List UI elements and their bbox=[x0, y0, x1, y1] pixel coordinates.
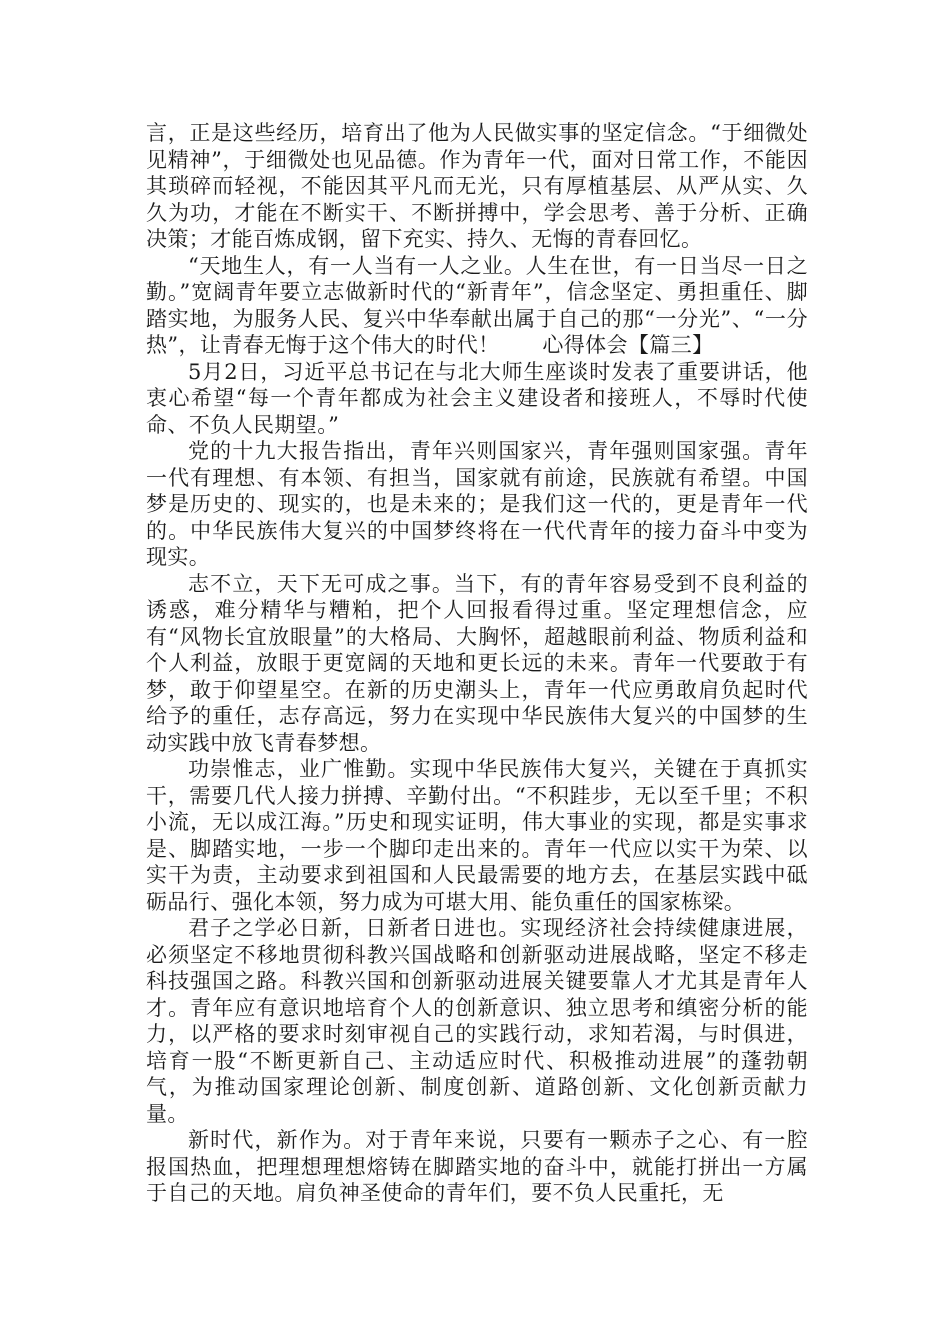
paragraph: “天地生人，有一人当有一人之业。人生在世，有一日当尽一日之勤。”宽阔青年要立志做新时代的“新青年”，信念坚定、勇担重任、脚踏实地，为服务人民、复兴中华奉献出属于自己的那“一分光”、“一分热”，让青春无悔于这个伟大的时代！ 心得体会【篇三】 bbox=[146, 253, 808, 357]
paragraph: 君子之学必日新，日新者日进也。实现经济社会持续健康进展，必须坚定不移地贯彻科教兴国战略和创新驱动进展战略，坚定不移走科技强国之路。科教兴国和创新驱动进展关键要靠人才尤其是青年人才。青年应有意识地培育个人的创新意识、独立思考和缜密分析的能力，以严格的要求时刻审视自己的实践行动，求知若渴，与时俱进，培育一股“不断更新自己、主动适应时代、积极推动进展”的蓬勃朝气，为推动国家理论创新、制度创新、道路创新、文化创新贡献力量。 bbox=[146, 916, 808, 1126]
paragraph: 功崇惟志，业广惟勤。实现中华民族伟大复兴，关键在于真抓实干，需要几代人接力拼搏、辛勤付出。“不积跬步，无以至千里；不积小流，无以成江海。”历史和现实证明，伟大事业的实现，都是实事求是、脚踏实地，一步一个脚印走出来的。青年一代应以实干为荣、以实干为责，主动要求到祖国和人民最需要的地方去，在基层实践中砥砺品行、强化本领，努力成为可堪大用、能负重任的国家栋梁。 bbox=[146, 757, 808, 914]
paragraph: 5月2日，习近平总书记在与北大师生座谈时发表了重要讲话，他衷心希望“每一个青年都成为社会主义建设者和接班人，不辱时代使命、不负人民期望。” bbox=[146, 359, 808, 437]
document-page bbox=[146, 120, 808, 1207]
paragraph: 党的十九大报告指出，青年兴则国家兴，青年强则国家强。青年一代有理想、有本领、有担当，国家就有前途，民族就有希望。中国梦是历史的、现实的，也是未来的；是我们这一代的，更是青年一代的。中华民族伟大复兴的中国梦终将在一代代青年的接力奋斗中变为现实。 bbox=[146, 439, 808, 569]
paragraph: 志不立，天下无可成之事。当下，有的青年容易受到不良利益的诱惑，难分精华与糟粕，把个人回报看得过重。坚定理想信念，应有“风物长宜放眼量”的大格局、大胸怀，超越眼前利益、物质利益和个人利益，放眼于更宽阔的天地和更长远的未来。青年一代要敢于有梦，敢于仰望星空。在新的历史潮头上，青年一代应勇敢肩负起时代给予的重任，志存高远，努力在实现中华民族伟大复兴的中国梦的生动实践中放飞青春梦想。 bbox=[146, 571, 808, 755]
paragraph: 新时代，新作为。对于青年来说，只要有一颗赤子之心、有一腔报国热血，把理想理想熔铸在脚踏实地的奋斗中，就能打拼出一方属于自己的天地。肩负神圣使命的青年们，要不负人民重托，无 bbox=[146, 1128, 808, 1205]
paragraph-continued: 言，正是这些经历，培育出了他为人民做实事的坚定信念。“于细微处见精神”，于细微处也见品德。作为青年一代，面对日常工作，不能因其琐碎而轻视，不能因其平凡而无光，只有厚植基层、从严从实、久久为功，才能在不断实干、不断拼搏中，学会思考、善于分析、正确决策；才能百炼成钢，留下充实、持久、无悔的青春回忆。 bbox=[146, 121, 808, 251]
